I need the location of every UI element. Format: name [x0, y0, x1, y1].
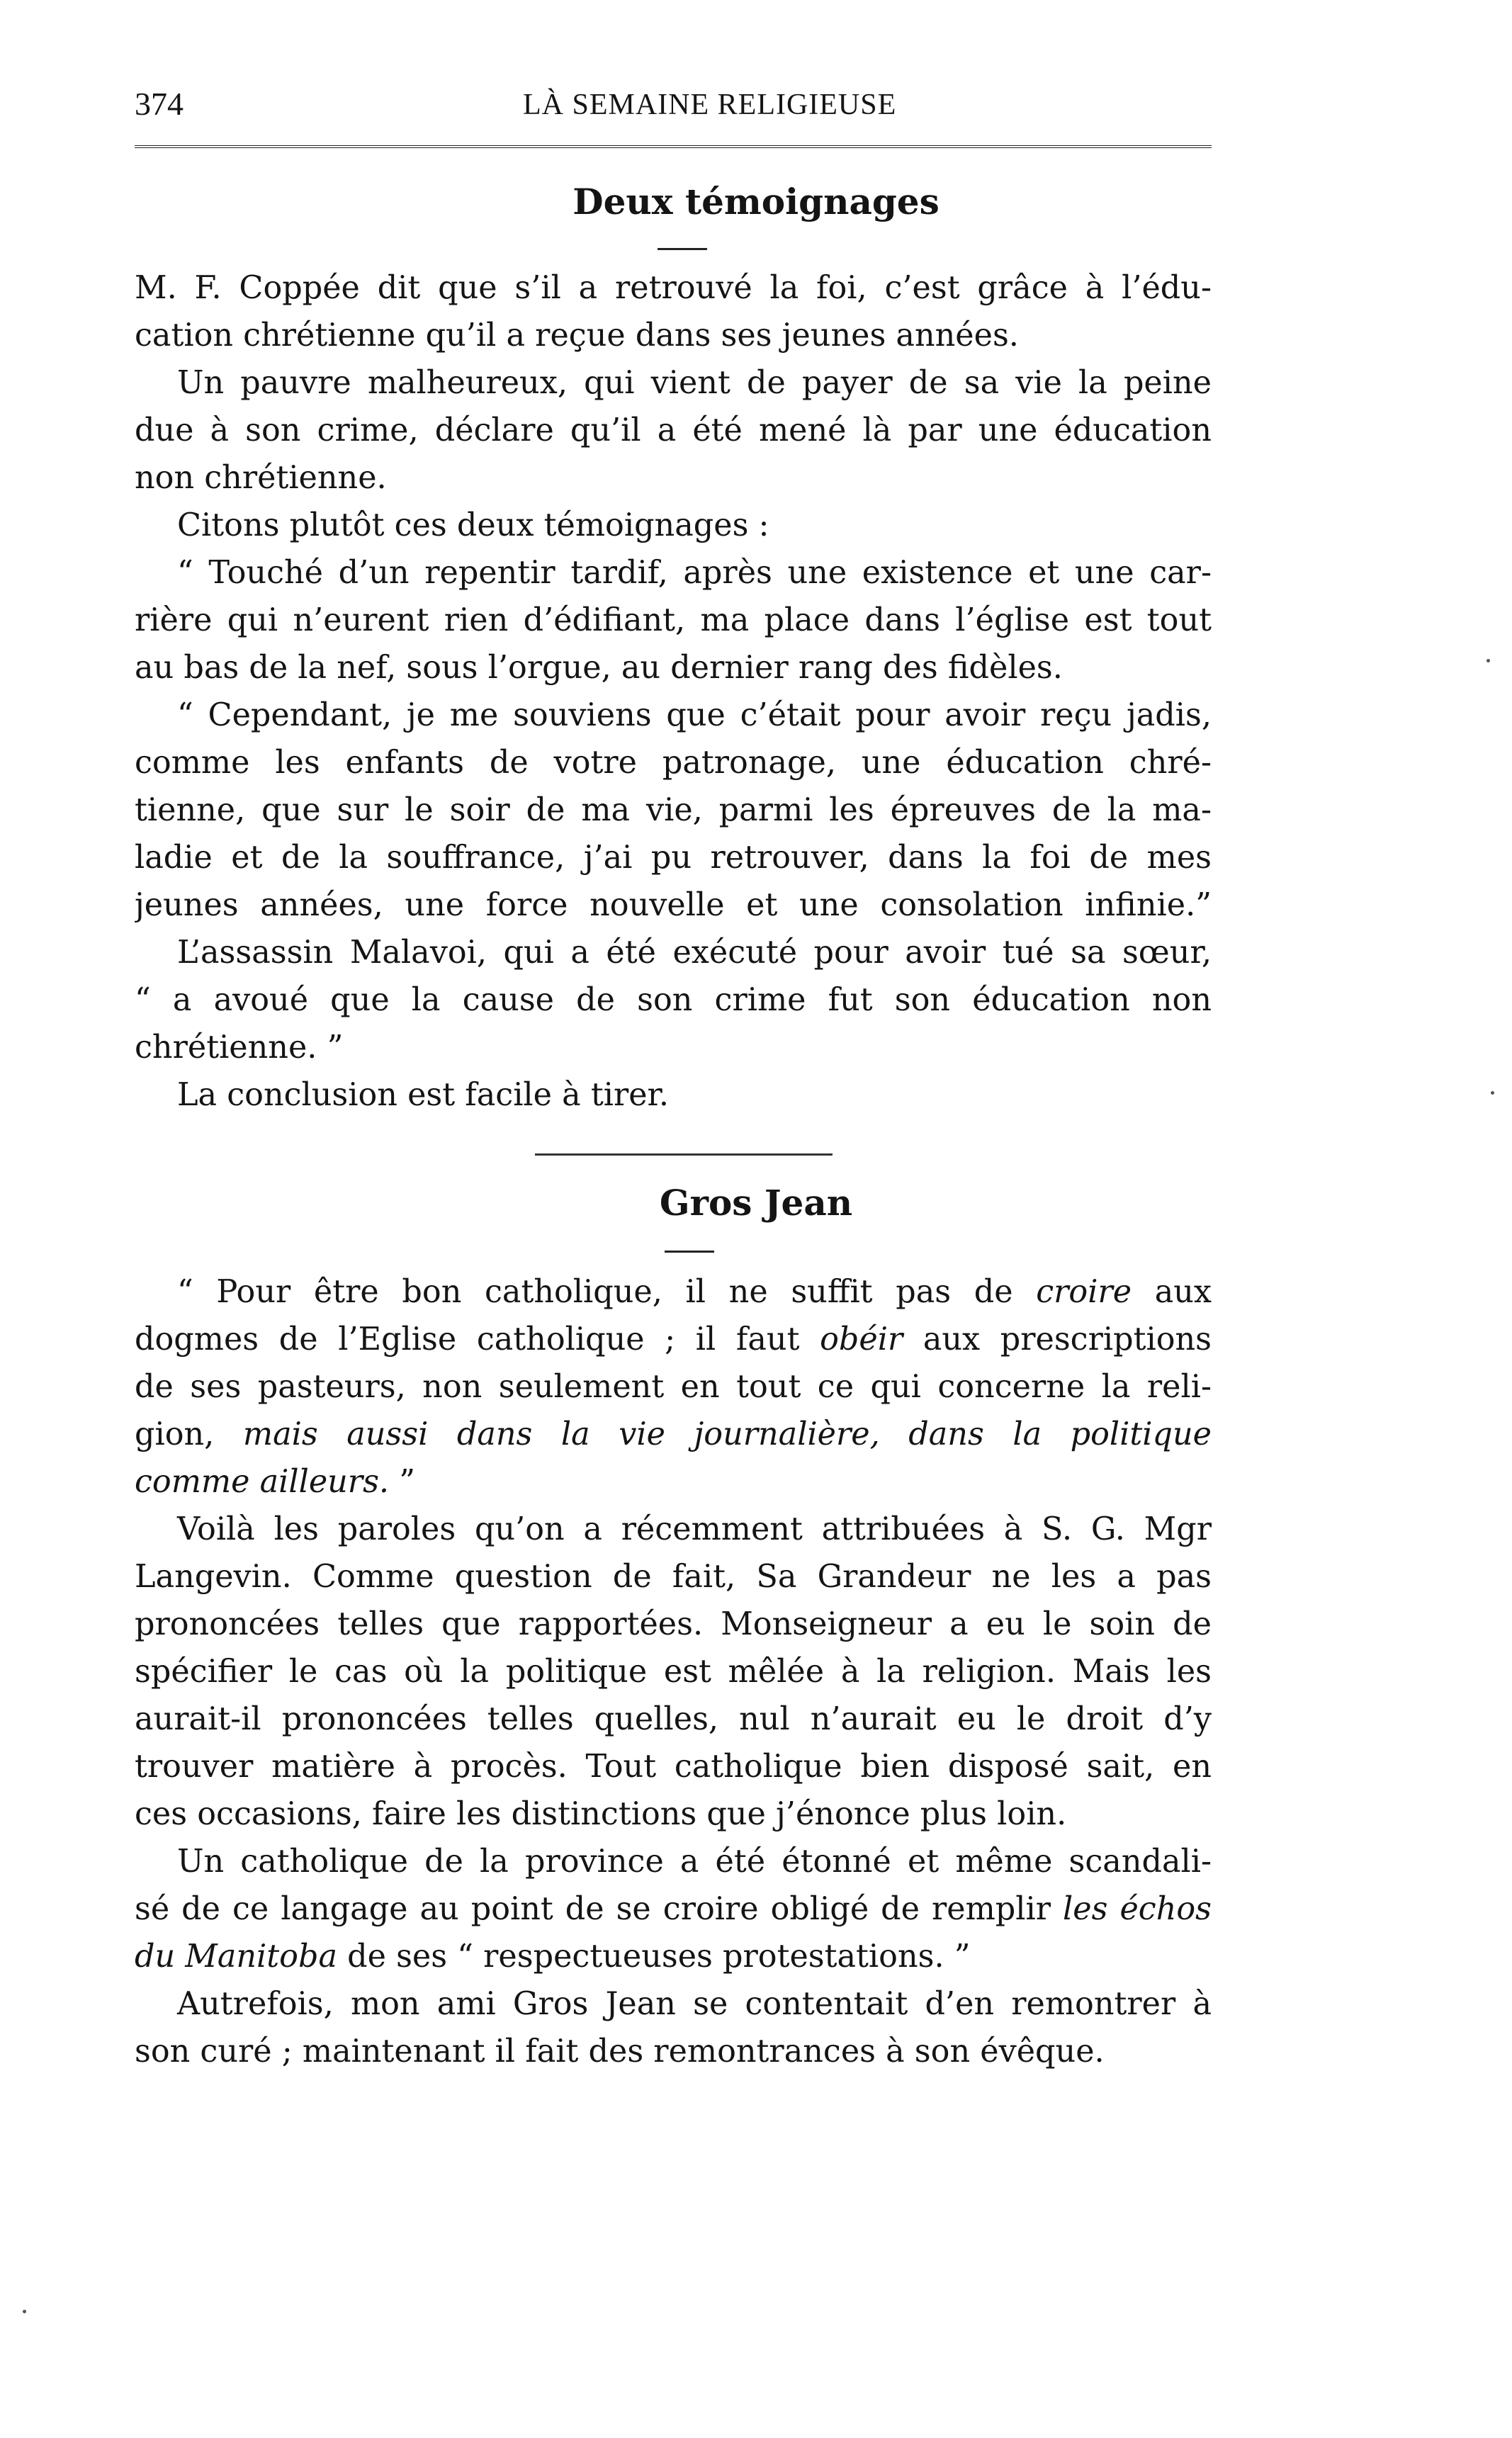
text-line: La conclusion est facile à tirer. — [177, 1077, 670, 1113]
title-rule — [658, 248, 707, 250]
text-line: comme les enfants de votre patronage, une éducation chré- — [135, 745, 1212, 781]
text-line — [135, 1933, 1212, 1980]
text-line — [135, 1885, 1212, 1933]
scan-speck — [1491, 1091, 1494, 1095]
title-rule — [665, 1251, 714, 1253]
text-line: cation chrétienne qu’il a reçue dans ses jeunes années. — [135, 317, 1019, 354]
italic-text: croire — [1036, 1274, 1132, 1310]
text-line: aurait-il prononcées telles quelles, nul n’aurait eu le droit d’y — [135, 1701, 1212, 1737]
text-line: “ a avoué que la cause de son crime fut son éducation non — [135, 982, 1212, 1018]
text-run: aux prescriptions — [903, 1321, 1212, 1358]
section-title-deux-temoignages: Deux témoignages — [572, 181, 940, 222]
text-run: aux — [1132, 1274, 1212, 1310]
text-line — [135, 1458, 1212, 1506]
text-run: ” — [389, 1464, 415, 1500]
text-line: due à son crime, déclare qu’il a été mené là par une éducation — [135, 412, 1212, 448]
scan-speck — [1486, 659, 1490, 662]
text-line: de ses pasteurs, non seulement en tout ce qui concerne la reli- — [135, 1369, 1212, 1405]
text-line: spécifier le cas où la politique est mêlée à la religion. Mais les — [135, 1654, 1212, 1690]
text-line: rière qui n’eurent rien d’édifiant, ma place dans l’église est tout — [135, 602, 1212, 638]
text-line: non chrétienne. — [135, 460, 387, 496]
journal-title: LÀ SEMAINE RELIGIEUSE — [523, 89, 897, 121]
page-number: 374 — [135, 86, 184, 122]
text-line — [135, 1316, 1212, 1363]
section-title-gros-jean: Gros Jean — [659, 1182, 853, 1224]
section2-body — [135, 1268, 1212, 2075]
italic-text: les échos — [1063, 1891, 1212, 1927]
text-line — [135, 1268, 1212, 1316]
italic-text: du Manitoba — [135, 1938, 337, 1975]
text-line: ladie et de la souffrance, j’ai pu retrouver, dans la foi de mes — [135, 840, 1212, 876]
italic-text: obéir — [820, 1321, 903, 1358]
text-line: Autrefois, mon ami Gros Jean se contentait d’en remontrer à — [177, 1986, 1212, 2022]
text-line: jeunes années, une force nouvelle et une consolation infinie.” — [135, 887, 1212, 923]
text-line: son curé ; maintenant il fait des remontrances à son évêque. — [135, 2033, 1105, 2070]
running-head — [135, 85, 1212, 128]
text-line: prononcées telles que rapportées. Monseigneur a eu le soin de — [135, 1606, 1212, 1642]
text-line: au bas de la nef, sous l’orgue, au dernier rang des fidèles. — [135, 650, 1063, 686]
text-line — [135, 1411, 1212, 1458]
section-separator — [535, 1153, 833, 1156]
text-line: “ Cependant, je me souviens que c’était pour avoir reçu jadis, — [177, 697, 1212, 733]
text-line: “ Touché d’un repentir tardif, après une existence et une car- — [177, 555, 1212, 591]
text-line: Un pauvre malheureux, qui vient de payer de sa vie la peine — [177, 365, 1212, 401]
italic-text: mais aussi dans la vie journalière, dans la politique — [242, 1416, 1212, 1452]
text-line: trouver matière à procès. Tout catholique bien disposé sait, en — [135, 1749, 1212, 1785]
text-line: M. F. Coppée dit que s’il a retrouvé la foi, c’est grâce à l’édu- — [135, 270, 1212, 306]
text-line: L’assassin Malavoi, qui a été exécuté pour avoir tué sa sœur, — [177, 935, 1212, 971]
text-run: sé de ce langage au point de se croire obligé de remplir — [135, 1891, 1064, 1927]
section1-body — [135, 264, 1212, 1119]
text-run: “ Pour être bon catholique, il ne suffit pas de — [177, 1274, 1037, 1310]
text-line: Voilà les paroles qu’on a récemment attribuées à S. G. Mgr — [177, 1511, 1212, 1547]
text-line: Langevin. Comme question de fait, Sa Grandeur ne les a pas — [135, 1559, 1212, 1595]
text-line: Un catholique de la province a été étonné et même scandali- — [177, 1844, 1212, 1880]
text-line: ces occasions, faire les distinctions que j’énonce plus loin. — [135, 1796, 1067, 1832]
italic-text: comme ailleurs. — [135, 1464, 390, 1500]
scan-speck — [23, 2310, 26, 2313]
text-line: Citons plutôt ces deux témoignages : — [177, 507, 769, 543]
header-rule — [135, 145, 1212, 148]
text-run: dogmes de l’Eglise catholique ; il faut — [135, 1321, 820, 1358]
text-run: de ses “ respectueuses protestations. ” — [337, 1938, 971, 1975]
text-run: gion, — [135, 1416, 243, 1452]
text-line: chrétienne. ” — [135, 1029, 344, 1066]
text-line: tienne, que sur le soir de ma vie, parmi les épreuves de la ma- — [135, 792, 1212, 828]
